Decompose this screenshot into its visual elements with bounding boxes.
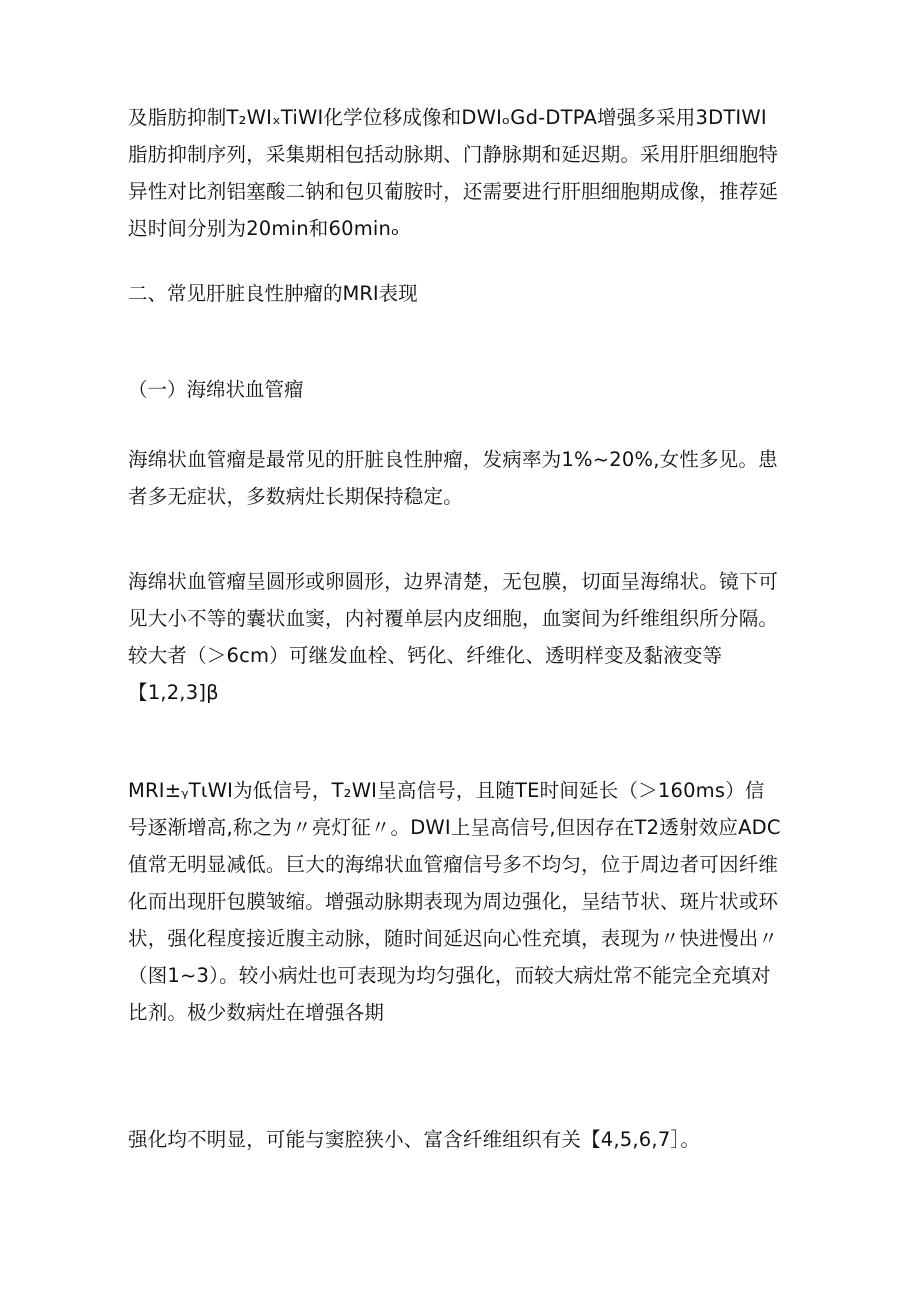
paragraph-pathology: [128, 563, 798, 711]
paragraph-mri-findings: [128, 772, 798, 1031]
text-line: （图1~3）。较小病灶也可表现为均匀强化，而较大病灶常不能完全充填对: [128, 964, 771, 987]
text-line: 比剂。极少数病灶在增强各期: [128, 1001, 385, 1024]
text-line: 者多无症状，多数病灶长期保持稳定。: [128, 485, 463, 508]
text-line: 迟时间分别为20min和60minₒ: [128, 217, 400, 240]
text-line: 值常无明显减低。巨大的海绵状血管瘤信号多不均匀，位于周边者可因纤维: [128, 853, 779, 876]
text-line: 【1,2,3]β: [128, 681, 219, 704]
text-line: 海绵状血管瘤呈圆形或卵圆形，边界清楚，无包膜，切面呈海绵状。镜下可: [128, 570, 779, 593]
text-line: 号逐渐增高,称之为〃亮灯征〃。DWI上呈高信号,但因存在T2透射效应ADC: [128, 816, 781, 839]
text-line: 及脂肪抑制T₂WIₓTiWI化学位移成像和DWIₒGd-DTPA增强多采用3DTIWI: [128, 106, 767, 129]
text-line: 异性对比剂铝塞酸二钠和包贝葡胺时，还需要进行肝胆细胞期成像，推荐延: [128, 180, 779, 203]
text-line: 强化均不明显，可能与窦腔狭小、富含纤维组织有关【4,5,6,7］。: [128, 1128, 701, 1151]
paragraph-enhancement-note: [128, 1121, 798, 1158]
text-line: 状，强化程度接近腹主动脉，随时间延迟向心性充填，表现为〃快进慢出〃: [128, 927, 779, 950]
text-line: 化而出现肝包膜皱缩。增强动脉期表现为周边强化，呈结节状、斑片状或环: [128, 890, 779, 913]
subsection-heading: （一）海绵状血管瘤: [128, 378, 304, 401]
text-line: 海绵状血管瘤是最常见的肝脏良性肿瘤，发病率为1%~20%,女性多见。患: [128, 448, 778, 471]
section-heading: 二、常见肝脏良性肿瘤的MRI表现: [128, 282, 418, 305]
text-line: MRI±ᵧTιWI为低信号，T₂WI呈高信号，且随TE时间延长（＞160ms）信: [128, 779, 765, 802]
intro-paragraph: [128, 99, 798, 247]
text-line: 见大小不等的囊状血窦，内衬覆单层内皮细胞，血窦间为纤维组织所分隔。: [128, 607, 779, 630]
text-line: 较大者（＞6cm）可继发血栓、钙化、纤维化、透明样变及黏液变等: [128, 644, 723, 667]
paragraph-prevalence: [128, 441, 798, 515]
text-line: 脂肪抑制序列，采集期相包括动脉期、门静脉期和延迟期。采用肝胆细胞特: [128, 143, 779, 166]
